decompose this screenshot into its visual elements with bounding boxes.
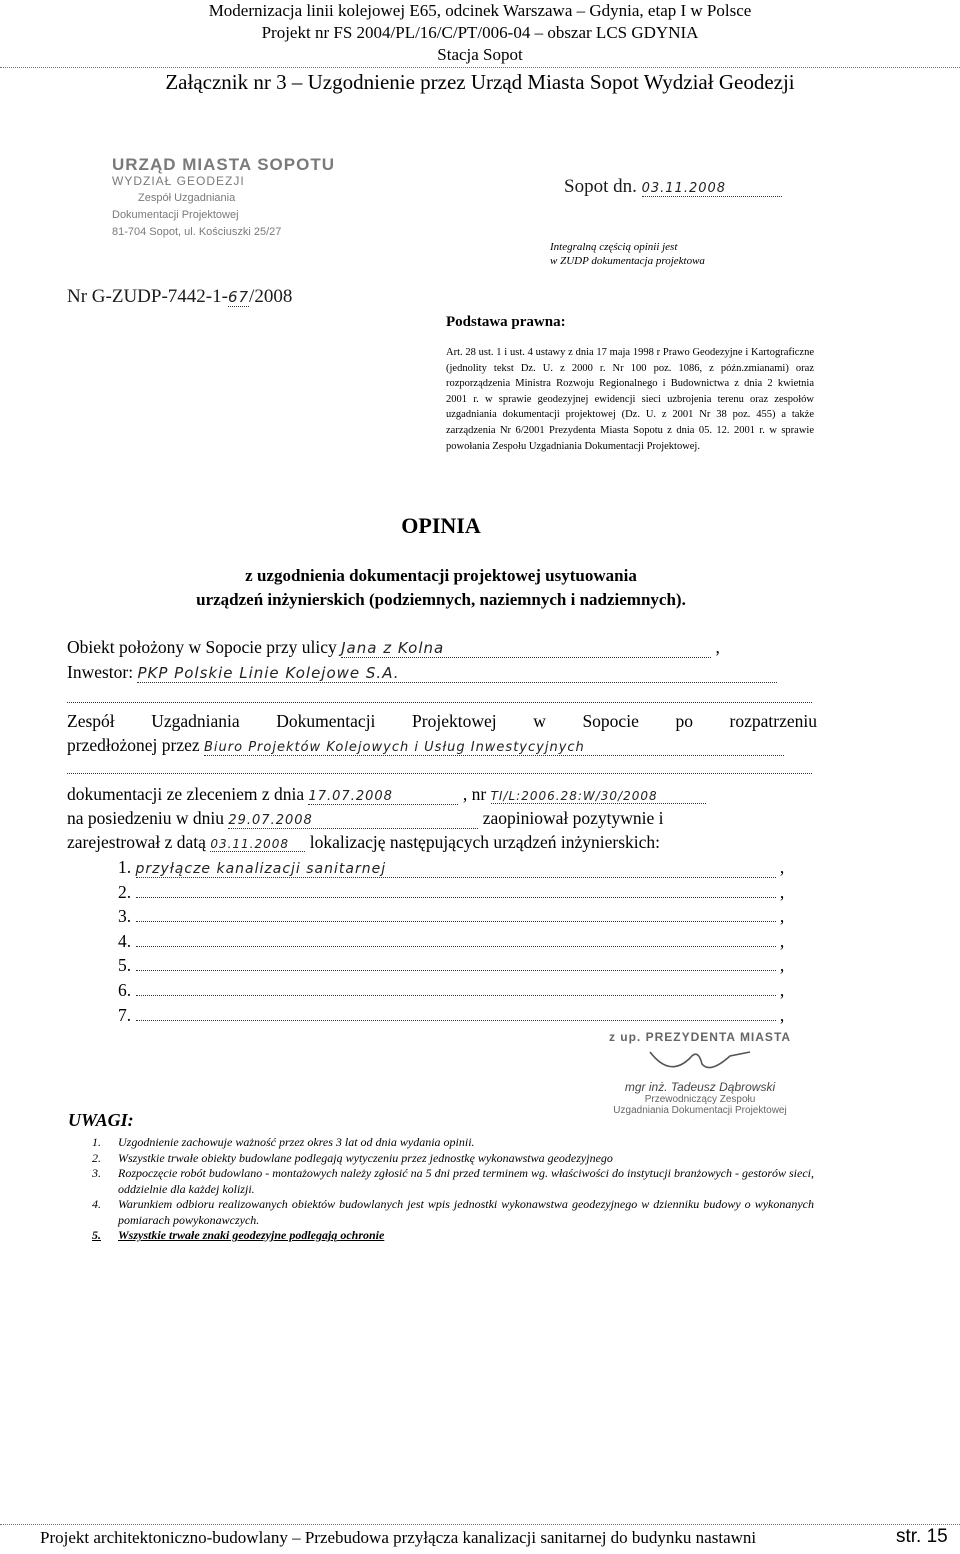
signature-line-1: z up. PREZYDENTA MIASTA	[608, 1030, 792, 1044]
header-line-3: Stacja Sopot	[437, 45, 523, 64]
list-item: 1. Uzgodnienie zachowuje ważność przez okres 3 lat od dnia wydania opinii.	[92, 1135, 475, 1149]
list-item: 2. ,	[118, 881, 785, 902]
place-date-label: Sopot dn.	[564, 176, 637, 197]
header-divider	[0, 67, 960, 68]
list-item: 5. ,	[118, 955, 785, 976]
stamp-line-5: 81-704 Sopot, ul. Kościuszki 25/27	[112, 226, 282, 238]
integral-note-line-2: w ZUDP dokumentacja projektowa	[550, 255, 705, 267]
device-value	[136, 995, 776, 996]
nr-value: TI/L:2006.28:W/30/2008	[491, 789, 706, 804]
list-item: 4. ,	[118, 930, 785, 951]
submitted-label: przedłożonej przez	[67, 735, 200, 755]
legal-basis-text: Art. 28 ust. 1 i ust. 4 ustawy z dnia 17 maja 1998 r Prawo Geodezyjne i Kartograficzne (jednolity tekst Dz. U. z 2000 r. Nr 100 poz. 1086, z późn.zmianami) oraz rozporządzenia Ministra Rozwoju Regionalnego i Budownictwa z dnia 2 kwietnia 2001 r. w sprawie geodezyjnej ewidencji sieci uzbrojenia terenu oraz zespołów uzgadniania dokumentacji projektowej (Dz. U. z 2001 Nr 38 poz. 455) a także zarządzenia Nr 6/2001 Prezydenta Miasta Sopotu z dnia 05. 12. 2001 r. w sprawie powołania Zespołu Uzgadniania Dokumentacji Projektowej.	[446, 347, 814, 452]
list-item: 6. ,	[118, 979, 785, 1000]
registered-date: 03.11.2008	[210, 837, 305, 852]
place-date-value: 03.11.2008	[642, 181, 782, 197]
stamp-line-2: WYDZIAŁ GEODEZJI	[112, 174, 245, 188]
signature-stamp	[590, 1030, 810, 1116]
meeting-line	[67, 808, 817, 829]
header-line-2: Projekt nr FS 2004/PL/16/C/PT/006-04 – obszar LCS GDYNIA	[261, 23, 699, 42]
device-value: przyłącze kanalizacji sanitarnej	[136, 861, 776, 878]
list-item: 7. ,	[118, 1004, 785, 1025]
list-item: 5. Wszystkie trwałe znaki geodezyjne podlegają ochronie	[92, 1228, 385, 1242]
devices-list	[118, 857, 818, 1029]
doc-number-prefix: Nr G-ZUDP-7442-1-	[67, 286, 228, 307]
investor-value: PKP Polskie Linie Kolejowe S.A.	[137, 664, 777, 683]
footer-divider	[0, 1524, 960, 1525]
doc-date: 17.07.2008	[308, 789, 458, 805]
footer-text: Projekt architektoniczno-budowlany – Przebudowa przyłącza kanalizacji sanitarnej do budynku nastawni	[40, 1528, 757, 1547]
stamp-line-3: Zespół Uzgadniania	[138, 192, 236, 204]
device-value	[136, 897, 776, 898]
approved-text: zaopiniował pozytywnie i	[482, 808, 664, 828]
handwritten-signature	[640, 1044, 760, 1080]
signature-line-3: Przewodniczący Zespołu	[644, 1094, 756, 1105]
device-value	[136, 970, 776, 971]
meeting-label: na posiedzeniu w dniu	[67, 808, 224, 828]
device-value	[136, 921, 776, 922]
integral-note	[550, 240, 705, 268]
page-number: str. 15	[896, 1526, 948, 1547]
list-item: 3. Rozpoczęcie robót budowlano - montażowych należy zgłosić na 5 dni przed terminem wg. właściwości do instytucji branżowych - gestorów sieci, oddzielnie dla każdej kolizji.	[92, 1166, 814, 1196]
remarks-title: UWAGI:	[68, 1110, 134, 1130]
registered-line	[67, 832, 817, 853]
signature-line-2: mgr inż. Tadeusz Dąbrowski	[624, 1080, 776, 1094]
document-number	[67, 286, 292, 308]
office-stamp	[112, 156, 335, 241]
signature-line-4: Uzgadniania Dokumentacji Projektowej	[613, 1105, 787, 1116]
opinion-subtitle-1: z uzgodnienia dokumentacji projektowej usytuowania	[245, 566, 637, 585]
integral-note-line-1: Integralną częścią opinii jest	[550, 241, 678, 253]
list-item: 1. przyłącze kanalizacji sanitarnej ,	[118, 857, 785, 877]
object-label: Obiekt położony w Sopocie przy ulicy	[67, 637, 337, 657]
place-date	[564, 176, 782, 198]
opinion-subtitle-2: urządzeń inżynierskich (podziemnych, naziemnych i nadziemnych).	[196, 590, 686, 609]
annex-title: Załącznik nr 3 – Uzgodnienie przez Urząd Miasta Sopot Wydział Geodezji	[165, 70, 795, 94]
doc-line	[67, 784, 817, 805]
blank-line	[67, 702, 812, 703]
team-text: Zespół Uzgadniania Dokumentacji Projektowej w Sopocie po rozpatrzeniu	[67, 711, 817, 731]
nr-label: , nr	[462, 784, 487, 804]
doc-label: dokumentacji ze zleceniem z dnia	[67, 784, 305, 804]
stamp-line-4: Dokumentacji Projektowej	[112, 209, 239, 221]
blank-line-2	[67, 773, 812, 774]
list-item: 3. ,	[118, 906, 785, 927]
submitted-line	[67, 735, 817, 756]
doc-number-suffix: /2008	[249, 286, 293, 307]
list-item: 4. Warunkiem odbioru realizowanych obiektów budowlanych jest wpis jednostki wykonawstwa geodezyjnego w dzienniku budowy o wykonanych pomiarach powykonawczych.	[92, 1197, 814, 1227]
submitted-value: Biuro Projektów Kolejowych i Usług Inwestycyjnych	[204, 740, 784, 756]
list-item: 2. Wszystkie trwałe obiekty budowlane podlegają wytyczeniu przez jednostkę wykonawstwa geodezyjnego	[92, 1150, 613, 1165]
remarks-list	[92, 1135, 814, 1244]
device-value	[136, 1020, 776, 1021]
opinion-title: OPINIA	[401, 513, 481, 538]
object-value: Jana z Kolna	[341, 639, 711, 658]
device-value	[136, 946, 776, 947]
object-line: Obiekt położony w Sopocie przy ulicy Jana z Kolna ,	[67, 637, 720, 657]
registered-label: zarejestrował z datą	[67, 832, 206, 852]
location-text: lokalizację następujących urządzeń inżynierskich:	[309, 832, 661, 852]
stamp-line-1: URZĄD MIASTA SOPOTU	[112, 155, 335, 174]
meeting-date: 29.07.2008	[228, 813, 478, 829]
investor-line	[67, 662, 817, 683]
investor-label: Inwestor:	[67, 662, 134, 682]
doc-number-value: 67	[227, 288, 250, 306]
header-line-1: Modernizacja linii kolejowej E65, odcinek Warszawa – Gdynia, etap I w Polsce	[208, 1, 752, 20]
legal-basis-title: Podstawa prawna:	[446, 314, 566, 330]
